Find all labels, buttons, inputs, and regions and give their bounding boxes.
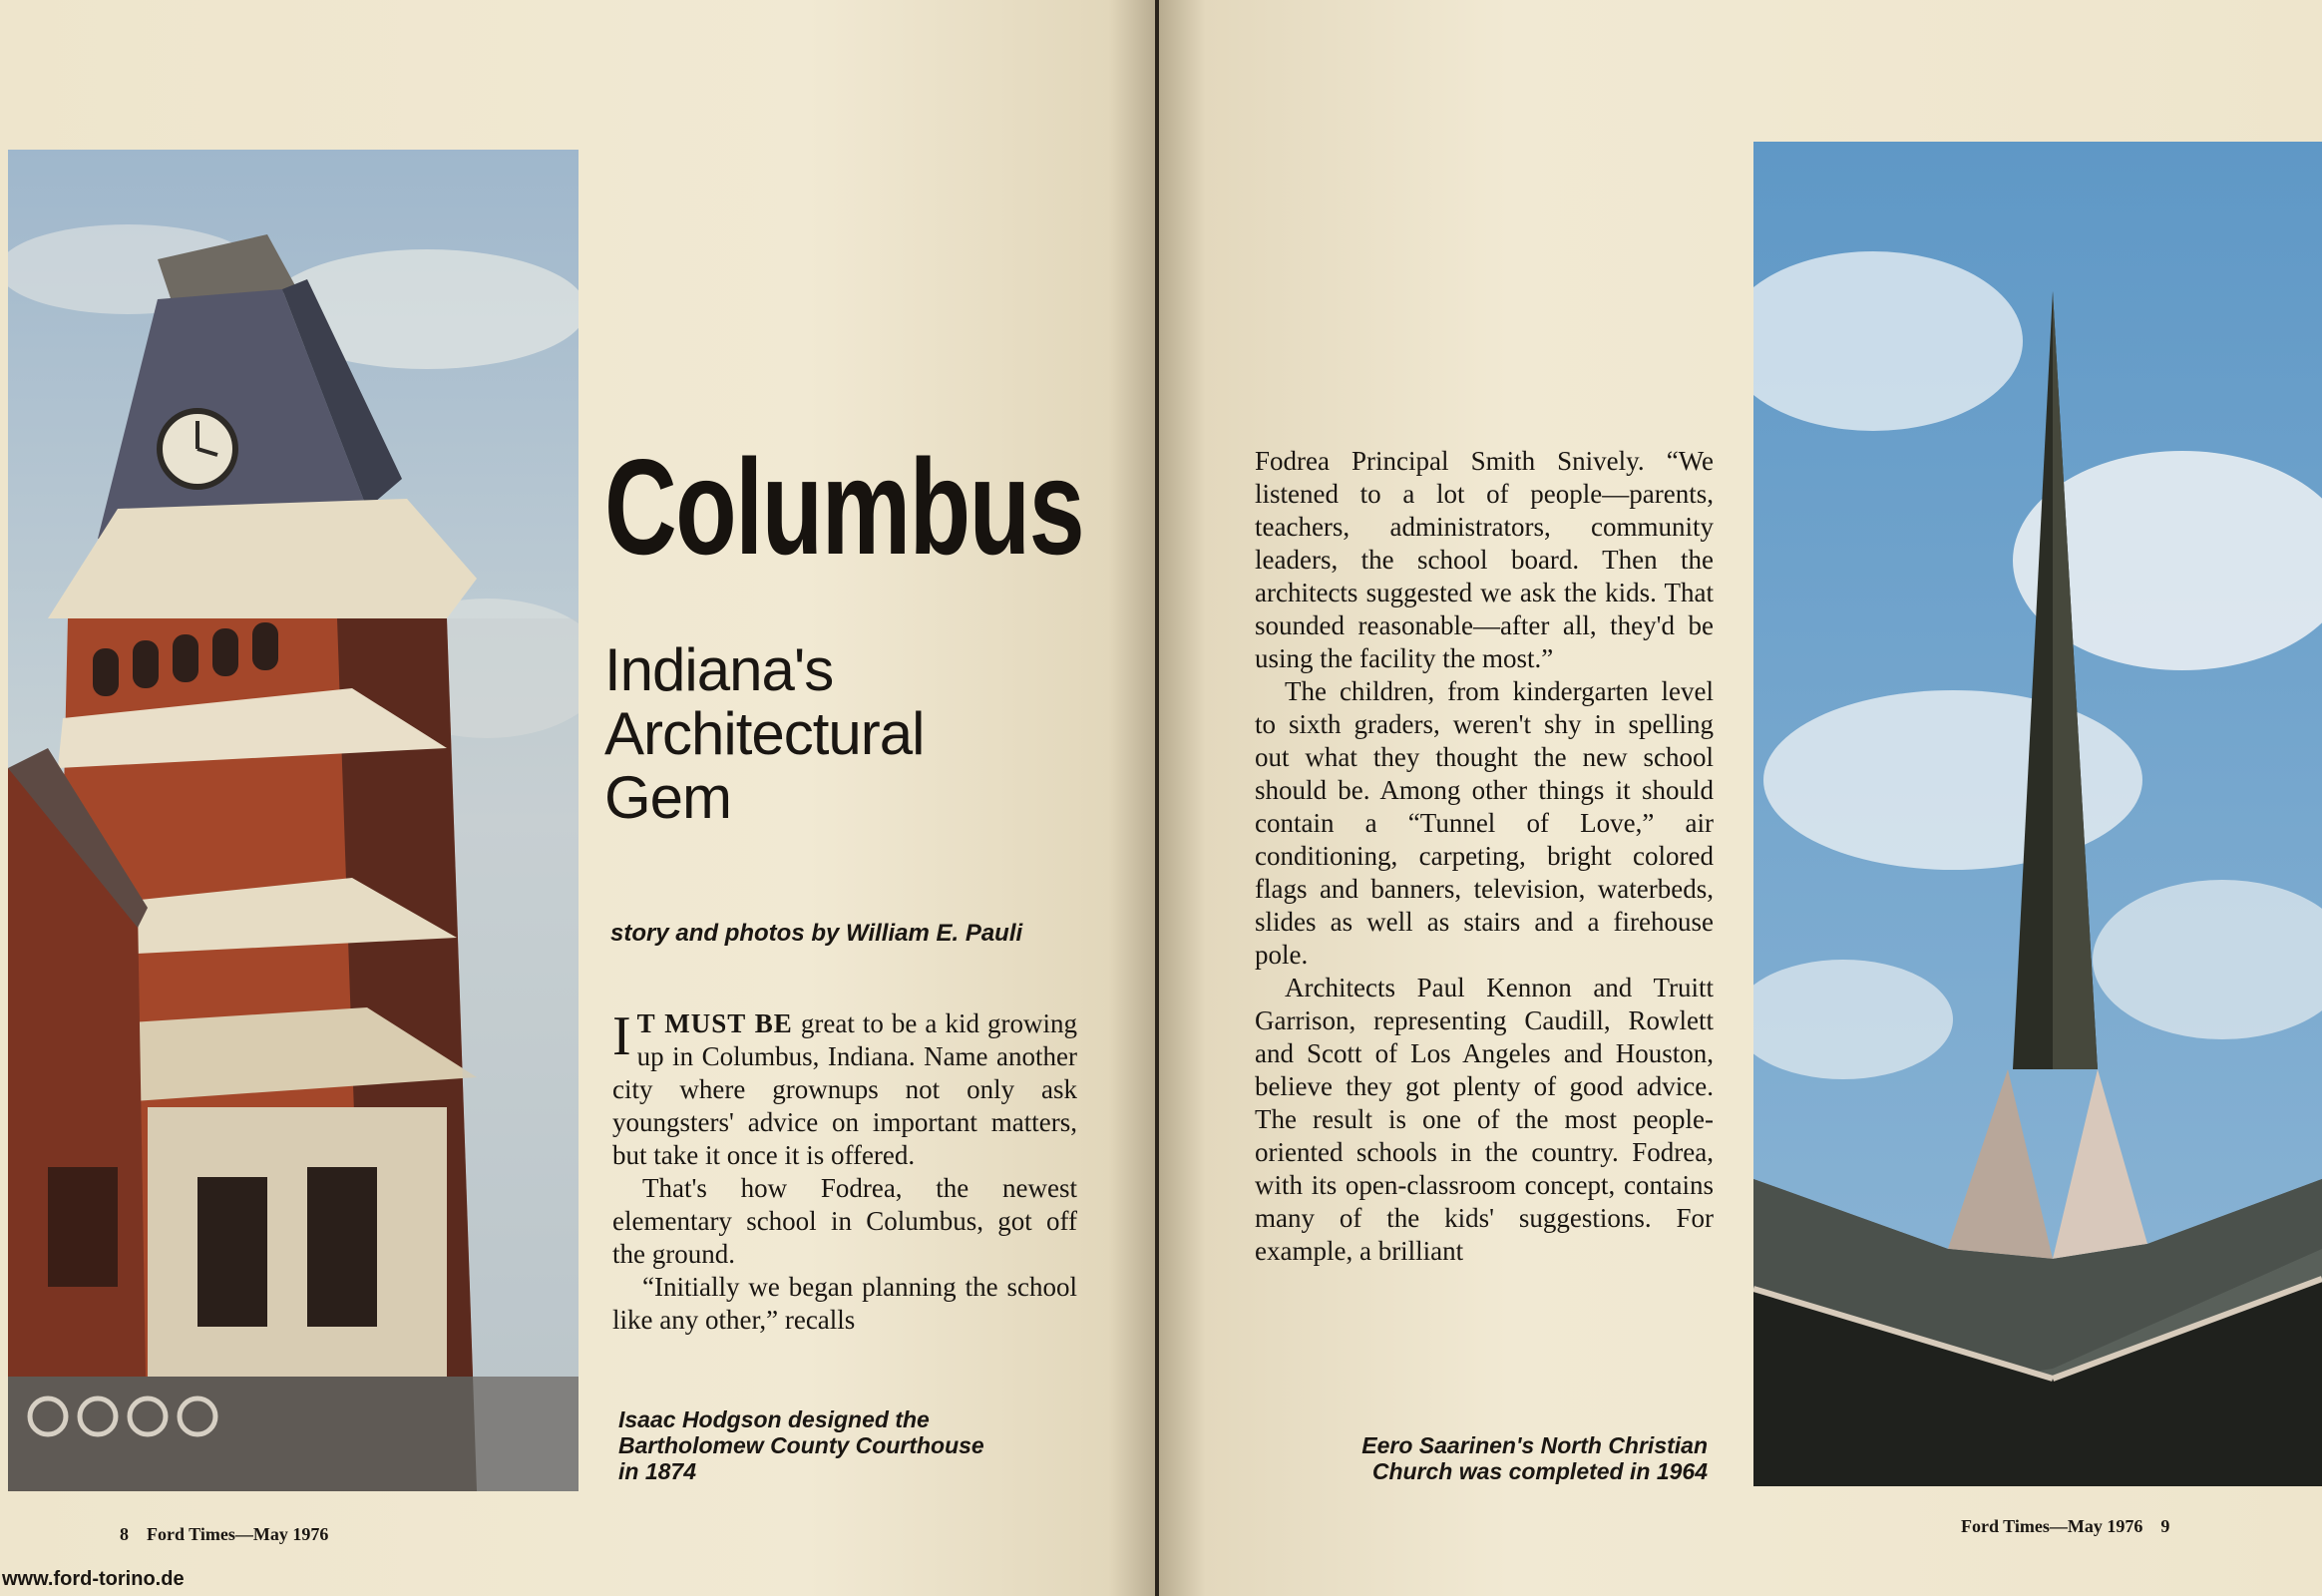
opening-paragraph (612, 1007, 1077, 1172)
right-page (1159, 0, 2322, 1596)
watermark: www.ford-torino.de (2, 1568, 185, 1590)
church-caption: Eero Saarinen's North Christian Church was completed in 1964 (1361, 1432, 1708, 1484)
body-paragraph: That's how Fodrea, the newest elementary school in Columbus, got off the ground. (612, 1173, 1077, 1269)
right-folio: Ford Times—May 1976 9 (1961, 1516, 2170, 1536)
courthouse-photo (8, 150, 579, 1491)
subtitle-line: Architectural (604, 700, 925, 767)
body-paragraph: Fodrea Principal Smith Snively. “We listened to a lot of people—parents, teachers, administrators, community leaders, the school board. Then the architects suggested we ask the kids. That sounded reasonable—after all, they'd be using the facility the most.” (1255, 446, 1714, 673)
body-paragraph: Architects Paul Kennon and Truitt Garrison, representing Caudill, Rowlett and Scott of Los Angeles and Houston, believe they got plenty of good advice. The result is one of the most people-oriented schools in the country. Fodrea, with its open-classroom concept, contains many of the kids' suggestions. For example, a brilliant (1255, 973, 1714, 1266)
church-photo (1753, 142, 2322, 1486)
article-subtitle (604, 638, 1063, 830)
subtitle-line: Indiana's (604, 636, 834, 703)
left-folio: 8 Ford Times—May 1976 (120, 1524, 329, 1544)
body-paragraph: The children, from kindergarten level to sixth graders, weren't shy in spelling out what they thought the new school should be. Among other things it should contain a “Tunnel of Love,” air conditioning, carpeting, bright colored flags and banners, television, waterbeds, slides as well as stairs and a firehouse pole. (1255, 676, 1714, 970)
opening-text: great to be a kid growing up in Columbus, Indiana. Name another city where grownups not only ask youngsters' advice on important matters, but take it once it is offered. (612, 1008, 1077, 1170)
article-title: Columbus (604, 431, 1084, 583)
left-body-text (612, 1007, 1077, 1337)
right-body-text (1255, 445, 1714, 1268)
drop-cap: I (612, 1005, 631, 1067)
left-page (0, 0, 1155, 1596)
opening-smallcaps: T MUST BE (636, 1008, 793, 1038)
courthouse-caption: Isaac Hodgson designed the Bartholomew County Courthouse in 1874 (618, 1406, 984, 1484)
byline: story and photos by William E. Pauli (610, 920, 1023, 947)
body-paragraph: “Initially we began planning the school like any other,” recalls (612, 1272, 1077, 1335)
subtitle-line: Gem (604, 764, 732, 831)
